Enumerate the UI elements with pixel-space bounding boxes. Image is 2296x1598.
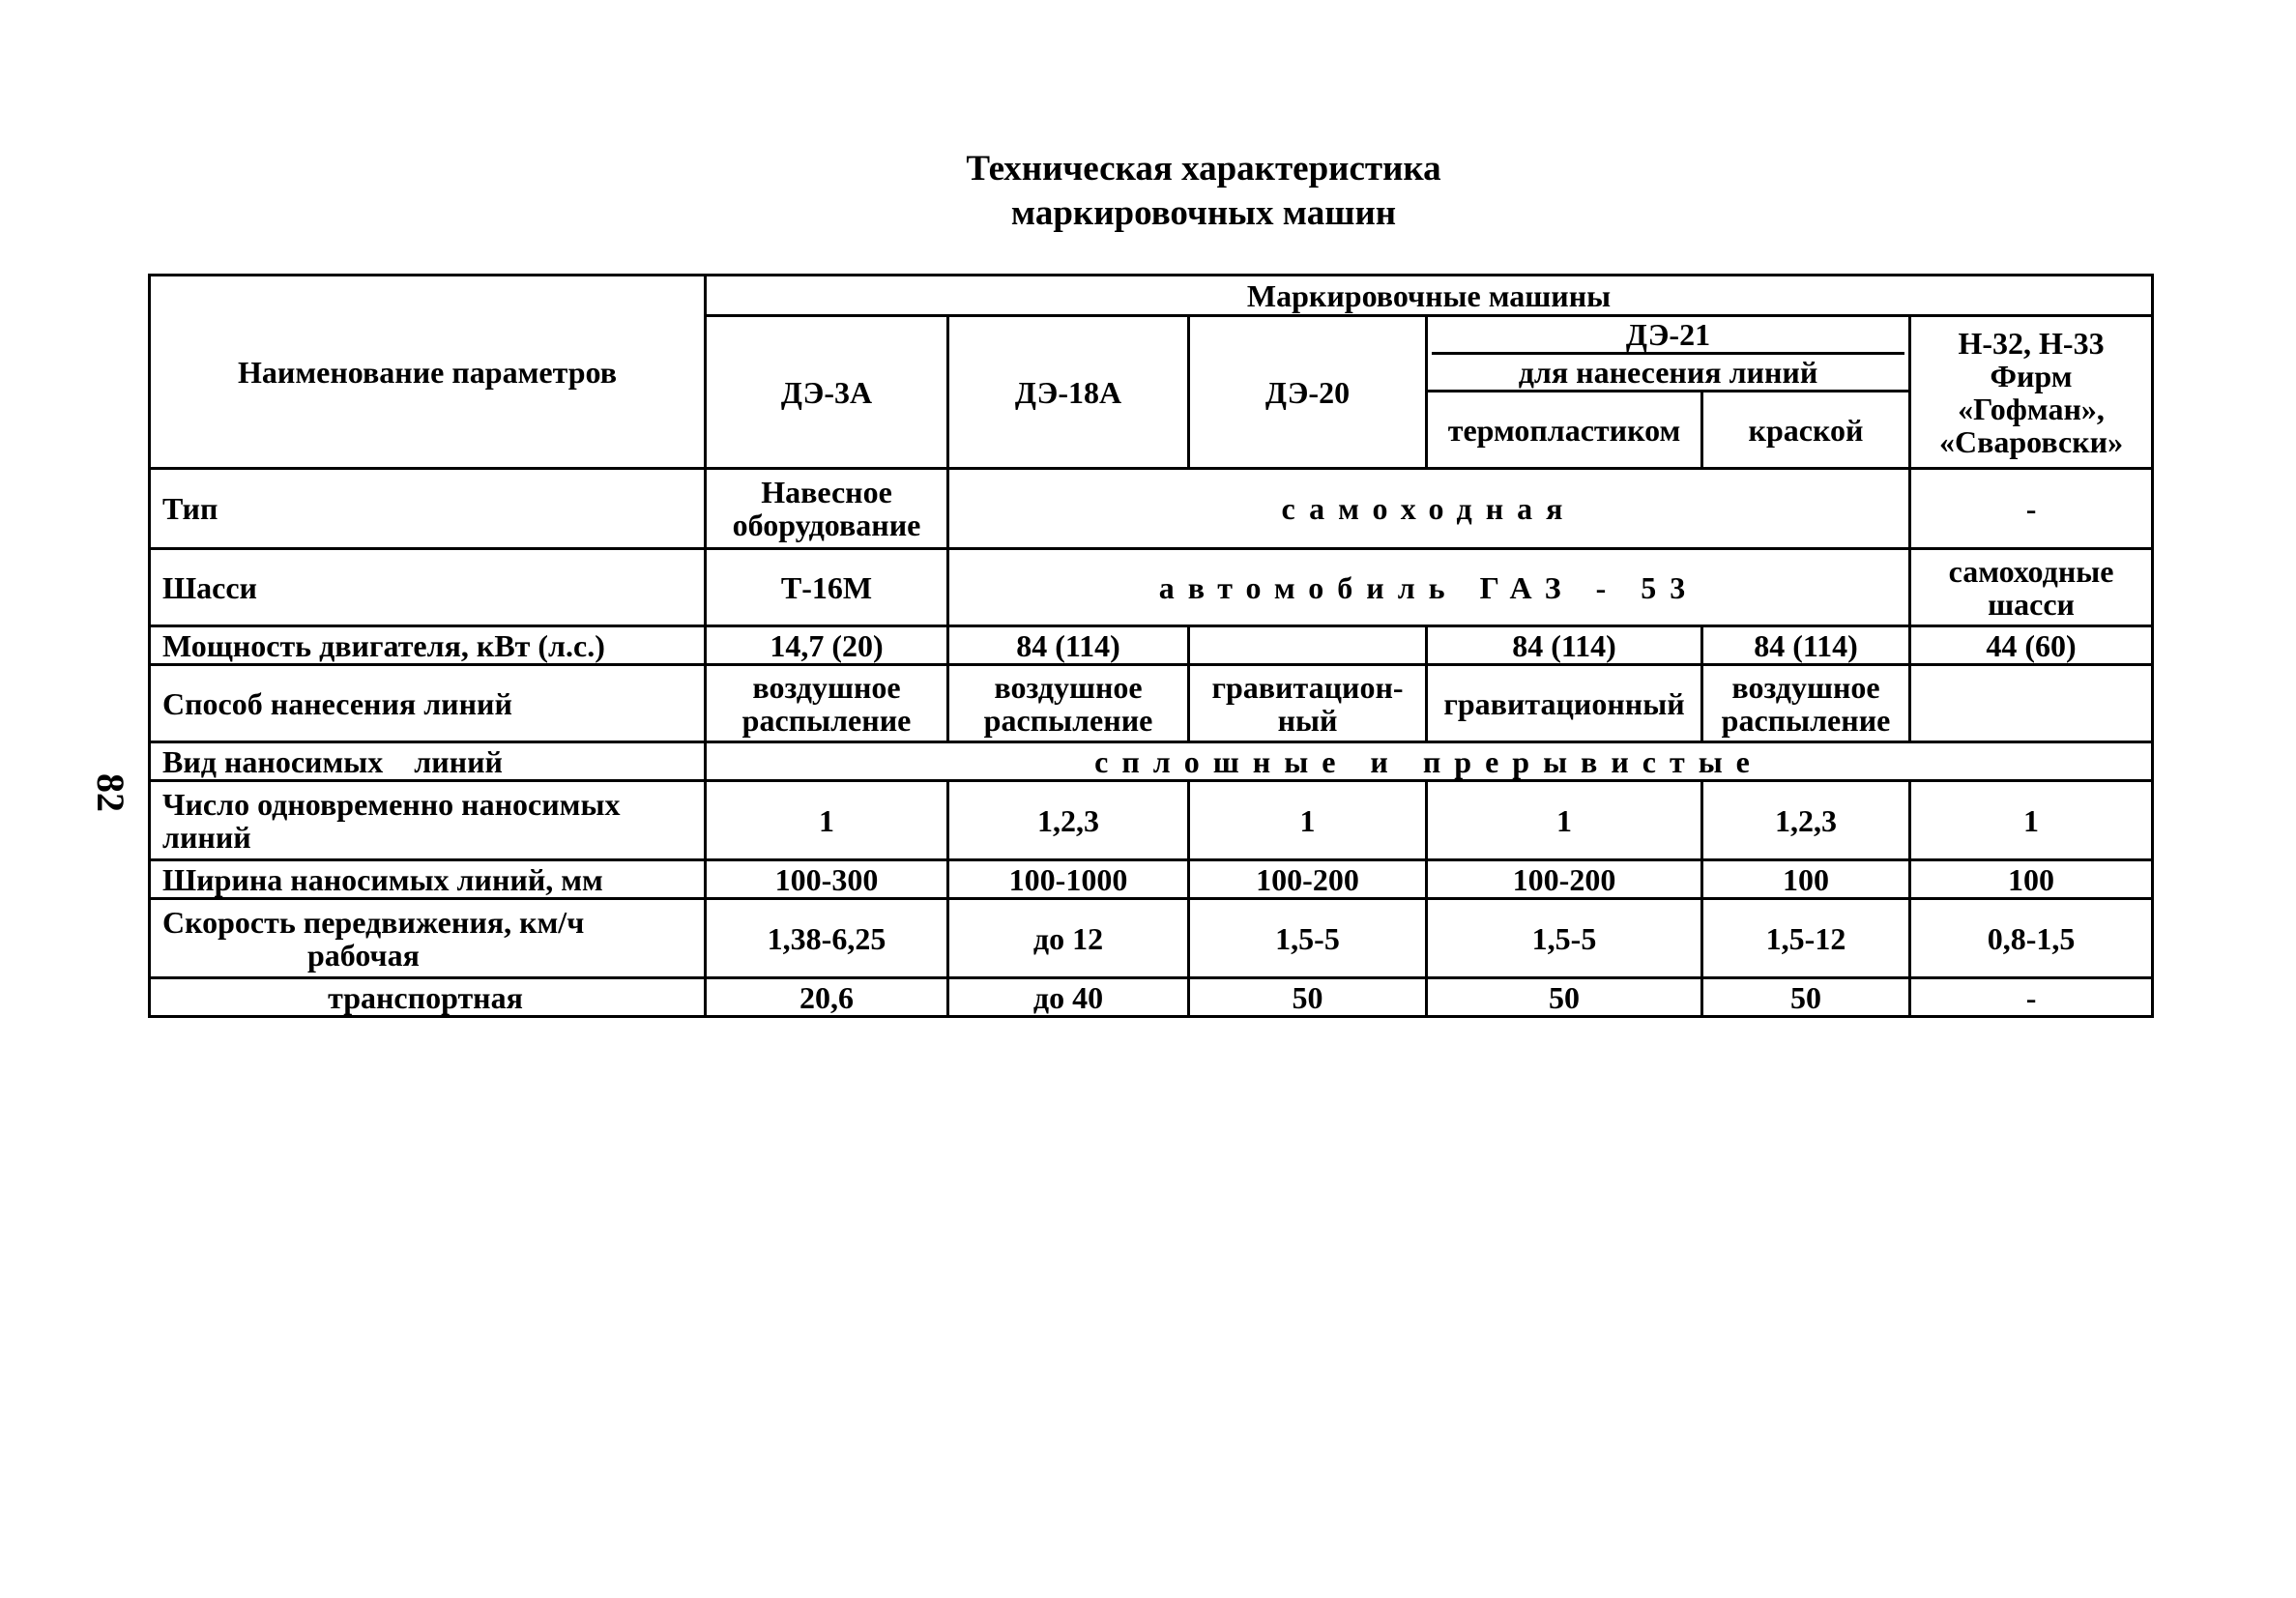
cell-speed-work-thermo: 1,5-5: [1427, 899, 1702, 978]
header-de21-sub: для нанесения линий: [1432, 352, 1904, 390]
header-de21-thermo: термопластиком: [1427, 392, 1702, 469]
cell-method-paint: воздушное распыление: [1702, 665, 1910, 742]
cell-type-de3a: Навесное оборудование: [706, 469, 948, 549]
spec-table: [148, 274, 2154, 1018]
cell-method-de20: гравитацион-ный: [1189, 665, 1427, 742]
row-label-method: Способ нанесения линий: [150, 665, 706, 742]
cell-speed-transport-de18a: до 40: [948, 978, 1189, 1017]
table-row: [150, 665, 2153, 742]
table-row: [150, 860, 2153, 899]
cell-count-de3a: 1: [706, 781, 948, 860]
cell-power-de20: [1189, 626, 1427, 665]
title-line-2: маркировочных машин: [1010, 193, 1397, 233]
cell-chassis-span: автомобиль ГАЗ - 53: [948, 549, 1910, 626]
row-label-power: Мощность двигателя, кВт (л.с.): [150, 626, 706, 665]
cell-width-thermo: 100-200: [1427, 860, 1702, 899]
cell-power-n32: 44 (60): [1910, 626, 2153, 665]
cell-kind-span: сплошные и прерывистые: [706, 742, 2153, 781]
row-label-speed-transport: транспортная: [150, 978, 706, 1017]
row-label-type: Тип: [150, 469, 706, 549]
cell-method-de3a: воздушное распыление: [706, 665, 948, 742]
cell-count-n32: 1: [1910, 781, 2153, 860]
cell-power-de18a: 84 (114): [948, 626, 1189, 665]
cell-speed-work-n32: 0,8-1,5: [1910, 899, 2153, 978]
table-row: [150, 978, 2153, 1017]
table-row: [150, 899, 2153, 978]
cell-type-n32: -: [1910, 469, 2153, 549]
cell-speed-work-de3a: 1,38-6,25: [706, 899, 948, 978]
header-de21-name: ДЭ-21: [1625, 317, 1711, 352]
cell-count-paint: 1,2,3: [1702, 781, 1910, 860]
cell-count-de20: 1: [1189, 781, 1427, 860]
row-label-speed-work: [150, 899, 706, 978]
header-de21-paint: краской: [1702, 392, 1910, 469]
page-number: 82: [89, 773, 132, 812]
cell-method-de18a: воздушное распыление: [948, 665, 1189, 742]
title-line-1: Техническая характеристика: [966, 149, 1441, 189]
header-de20: ДЭ-20: [1189, 316, 1427, 469]
table-row: [150, 549, 2153, 626]
cell-power-de3a: 14,7 (20): [706, 626, 948, 665]
cell-count-thermo: 1: [1427, 781, 1702, 860]
cell-speed-work-paint: 1,5-12: [1702, 899, 1910, 978]
cell-speed-transport-thermo: 50: [1427, 978, 1702, 1017]
cell-speed-transport-paint: 50: [1702, 978, 1910, 1017]
row-label-width: Ширина наносимых линий, мм: [150, 860, 706, 899]
table-row: [150, 742, 2153, 781]
table-row: [150, 469, 2153, 549]
cell-speed-transport-n32: -: [1910, 978, 2153, 1017]
cell-chassis-n32: самоходные шасси: [1910, 549, 2153, 626]
speed-work-sublabel: рабочая: [307, 937, 420, 973]
cell-method-n32: [1910, 665, 2153, 742]
speed-label: Скорость передвижения, км/ч: [162, 904, 585, 940]
cell-count-de18a: 1,2,3: [948, 781, 1189, 860]
header-de18a: ДЭ-18А: [948, 316, 1189, 469]
header-n32: Н-32, Н-33 Фирм «Гофман», «Сваровски»: [1910, 316, 2153, 469]
row-label-chassis: Шасси: [150, 549, 706, 626]
cell-chassis-de3a: Т-16М: [706, 549, 948, 626]
cell-power-thermo: 84 (114): [1427, 626, 1702, 665]
cell-speed-transport-de20: 50: [1189, 978, 1427, 1017]
cell-width-de3a: 100-300: [706, 860, 948, 899]
document-title: [0, 147, 2296, 236]
row-label-kind: Вид наносимых линий: [150, 742, 706, 781]
cell-width-de18a: 100-1000: [948, 860, 1189, 899]
header-group: Маркировочные машины: [706, 276, 2153, 316]
table-row: [150, 781, 2153, 860]
cell-method-thermo: гравитационный: [1427, 665, 1702, 742]
header-de3a: ДЭ-3А: [706, 316, 948, 469]
header-param-col: Наименование параметров: [150, 276, 706, 469]
cell-power-paint: 84 (114): [1702, 626, 1910, 665]
cell-speed-work-de18a: до 12: [948, 899, 1189, 978]
header-de21: [1427, 316, 1910, 392]
cell-type-span: самоходная: [948, 469, 1910, 549]
cell-width-paint: 100: [1702, 860, 1910, 899]
row-label-count: Число одновременно наносимых линий: [150, 781, 706, 860]
cell-speed-transport-de3a: 20,6: [706, 978, 948, 1017]
cell-width-n32: 100: [1910, 860, 2153, 899]
table-row: [150, 626, 2153, 665]
cell-speed-work-de20: 1,5-5: [1189, 899, 1427, 978]
cell-width-de20: 100-200: [1189, 860, 1427, 899]
